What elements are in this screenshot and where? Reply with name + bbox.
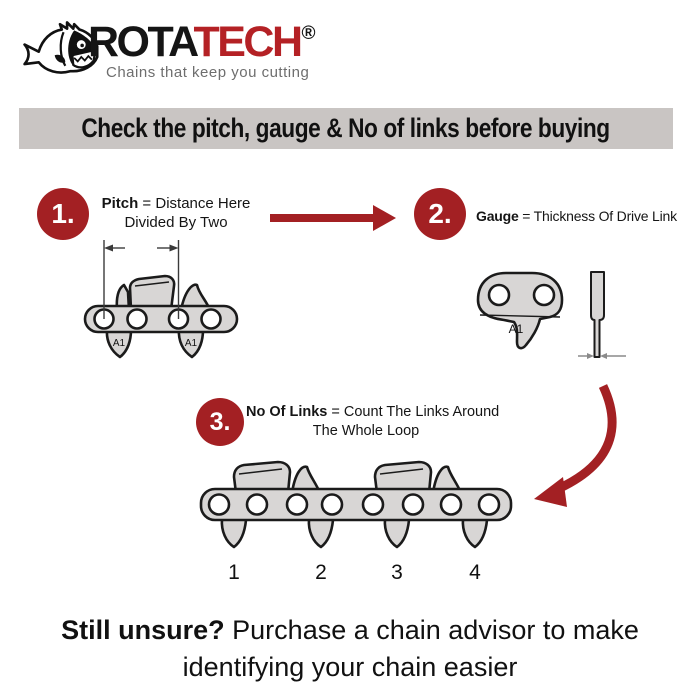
curved-arrow-icon — [520, 378, 620, 512]
brand-tagline: Chains that keep you cutting — [106, 64, 310, 81]
footer-line-1: Still unsure? Purchase a chain advisor to make — [61, 615, 639, 645]
gauge-dimension-arrows — [578, 353, 626, 359]
title-banner — [19, 108, 673, 149]
step-1-label — [92, 194, 260, 232]
count-1: 1 — [228, 561, 240, 584]
step-2-label: Gauge = Thickness Of Drive Link — [476, 208, 677, 224]
step-1-badge — [37, 188, 89, 240]
registered-mark: ® — [301, 23, 316, 44]
flow-arrow-icon — [270, 203, 396, 233]
step-3-badge — [196, 398, 244, 446]
title-banner-text: Check the pitch, gauge & No of links before buying — [81, 113, 611, 143]
step-3-line-1: No Of Links = Count The Links Around — [246, 404, 500, 420]
chain-loop-diagram — [192, 455, 522, 587]
count-2: 2 — [315, 561, 327, 584]
count-3: 3 — [391, 561, 403, 584]
drive-link-side-diagram — [468, 266, 572, 358]
step-2-badge — [414, 188, 466, 240]
link-stamp-a1: A1 — [112, 338, 126, 349]
step-3-number: 3. — [209, 407, 231, 436]
step-1-line-1: Pitch = Distance Here — [101, 195, 251, 212]
link-stamp-a1: A1 — [184, 338, 198, 349]
step-2-number: 2. — [428, 198, 452, 229]
step-1-line-2: Divided By Two — [124, 214, 228, 231]
link-count-labels — [228, 561, 481, 584]
drive-link-edge-diagram — [578, 268, 626, 368]
footer-line-2: identifying your chain easier — [182, 652, 518, 682]
brand-name — [88, 18, 316, 66]
pitch-chain-diagram — [73, 238, 273, 373]
brand-logo — [18, 16, 358, 96]
count-4: 4 — [469, 561, 481, 584]
step-1-number: 1. — [51, 198, 75, 229]
brand-tech: TECH — [193, 18, 301, 66]
brand-rota: ROTA — [88, 18, 194, 66]
link-stamp-a1: A1 — [508, 322, 524, 336]
step-3-label — [246, 403, 500, 441]
step-3-line-2: The Whole Loop — [312, 423, 420, 439]
footer-note — [0, 612, 700, 686]
